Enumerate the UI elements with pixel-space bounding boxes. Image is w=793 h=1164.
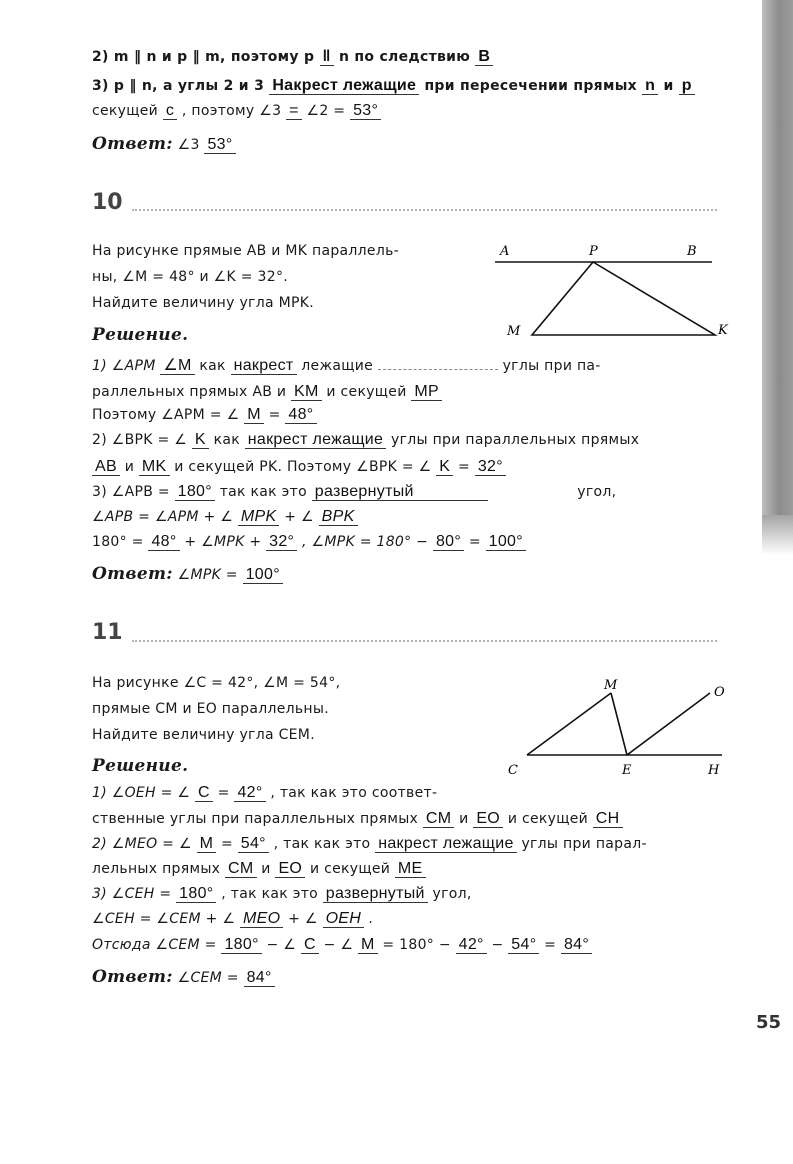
answer-field[interactable]: развернутый (312, 483, 488, 501)
answer-field[interactable]: развернутый (323, 885, 428, 903)
task10-line-5: AB и MK и секущей PK. Поэтому ∠BPK = ∠ K = 32° (92, 458, 506, 476)
answer-field[interactable]: ‖ (320, 48, 334, 66)
answer-field[interactable]: M (197, 835, 217, 853)
task10-statement-1: На рисунке прямые AB и MK параллель- (92, 243, 399, 259)
task11-line-6: ∠CEH = ∠CEM + ∠ MEO + ∠ OEH . (92, 910, 374, 927)
answer-field[interactable]: 54° (508, 936, 539, 954)
answer-field[interactable]: 180° (176, 885, 216, 903)
answer-field[interactable]: EO (473, 810, 503, 828)
answer-field[interactable]: 42° (456, 936, 487, 954)
task11-line-3: 2) ∠MEO = ∠ M = 54° , так как это накрест лежащие углы при парал- (92, 835, 647, 852)
task10-line-1: 1) ∠APM ∠M как накрест лежащие углы при па- (92, 357, 601, 374)
task10-line-2: раллельных прямых AB и KM и секущей MP (92, 383, 442, 401)
line-me (611, 693, 627, 755)
label-o: O (714, 685, 725, 700)
task10-line-7: ∠APB = ∠APM + ∠ MPK + ∠ BPK (92, 508, 358, 526)
answer-field[interactable]: OEH (323, 910, 365, 928)
task10-line-3: Поэтому ∠APM = ∠ M = 48° (92, 406, 317, 424)
answer-field[interactable]: накрест лежащие (375, 835, 516, 853)
answer-field[interactable]: n (642, 77, 658, 95)
answer-field[interactable]: B (475, 48, 493, 66)
task-divider (132, 640, 717, 642)
task10-line-4: 2) ∠BPK = ∠ K как накрест лежащие углы при параллельных прямых (92, 431, 640, 448)
answer-field[interactable]: 84° (244, 969, 275, 987)
line-eo (627, 693, 710, 755)
task11-solution-label: Решение. (92, 756, 189, 776)
label-p: P (589, 244, 598, 259)
answer-field[interactable]: Накрест лежащие (269, 77, 419, 95)
task-divider (132, 209, 717, 211)
task11-line-1: 1) ∠OEH = ∠ C = 42° , так как это соответ- (92, 784, 438, 801)
answer-field[interactable]: ∠M (160, 357, 194, 375)
top-line-3: секущей c , поэтому ∠3 = ∠2 = 53° (92, 102, 381, 120)
answer-field[interactable]: MP (411, 383, 442, 401)
answer-field[interactable]: 180° (175, 483, 215, 501)
label-m: M (604, 678, 618, 693)
task11-figure (500, 672, 740, 782)
answer-field[interactable]: K (436, 458, 453, 476)
task11-line-5: 3) ∠CEH = 180° , так как это развернутый угол, (92, 885, 472, 902)
answer-field[interactable]: 48° (148, 533, 179, 551)
answer-field[interactable]: BPK (319, 508, 358, 526)
task-number: 11 (92, 620, 123, 645)
answer-field[interactable]: 48° (285, 406, 316, 424)
answer-field[interactable]: 42° (234, 784, 265, 802)
page-edge-shadow (762, 0, 793, 515)
answer-field[interactable]: MK (139, 458, 170, 476)
label-k: K (718, 323, 728, 338)
answer-field[interactable]: 100° (243, 566, 283, 584)
label-m: M (507, 324, 521, 339)
task10-answer: Ответ: ∠MPK = 100° (92, 565, 283, 584)
label-c: C (508, 763, 518, 778)
answer-field[interactable]: CM (225, 860, 256, 878)
answer-field[interactable]: MEO (240, 910, 283, 928)
answer-field[interactable]: 32° (475, 458, 506, 476)
answer-field[interactable]: накрест (231, 357, 297, 375)
label-e: E (622, 763, 632, 778)
page-edge-shadow-fade (762, 515, 793, 555)
answer-label: Ответ: (92, 564, 173, 584)
answer-label: Ответ: (92, 967, 173, 987)
answer-field[interactable]: 180° (221, 936, 261, 954)
top-line-1: 2) m ‖ n и p ‖ m, поэтому p ‖ n по следствию B (92, 48, 493, 66)
page-number: 55 (756, 1012, 782, 1033)
label-a: A (500, 244, 510, 259)
top-answer: Ответ: ∠3 53° (92, 135, 236, 154)
task11-line-7: Отсюда ∠CEM = 180° − ∠ C − ∠ M = 180° − 42° − 54° = 84° (92, 936, 592, 954)
label-h: H (708, 763, 720, 778)
answer-field[interactable]: MPK (238, 508, 280, 526)
answer-field[interactable]: EO (275, 860, 305, 878)
answer-field[interactable]: = (286, 102, 302, 120)
task11-answer: Ответ: ∠CEM = 84° (92, 968, 275, 987)
answer-field[interactable]: ME (395, 860, 426, 878)
task-number: 10 (92, 190, 123, 215)
task10-statement-2: ны, ∠M = 48° и ∠K = 32°. (92, 269, 289, 285)
answer-field[interactable]: 80° (433, 533, 464, 551)
answer-field[interactable]: 53° (350, 102, 381, 120)
answer-field[interactable]: KM (291, 383, 322, 401)
answer-field[interactable]: AB (92, 458, 120, 476)
answer-field[interactable]: 53° (204, 136, 235, 154)
answer-field[interactable]: K (192, 431, 209, 449)
answer-field[interactable]: 32° (266, 533, 297, 551)
task11-statement-1: На рисунке ∠C = 42°, ∠M = 54°, (92, 675, 341, 691)
triangle-mpk (532, 262, 715, 335)
answer-field[interactable]: p (679, 77, 695, 95)
task11-line-4: лельных прямых CM и EO и секущей ME (92, 860, 426, 878)
top-line-2: 3) p ‖ n, а углы 2 и 3 Накрест лежащие при пересечении прямых n и p (92, 77, 695, 95)
answer-field[interactable]: C (195, 784, 213, 802)
answer-field[interactable]: C (301, 936, 319, 954)
task11-statement-2: прямые CM и EO параллельны. (92, 701, 329, 717)
task10-figure (490, 238, 740, 348)
task10-statement-3: Найдите величину угла MPK. (92, 295, 314, 311)
answer-field[interactable]: CM (423, 810, 454, 828)
task10-line-8: 180° = 48° + ∠MPK + 32° , ∠MPK = 180° − 80° = 100° (92, 533, 526, 551)
answer-field[interactable]: 84° (561, 936, 592, 954)
answer-label: Ответ: (92, 134, 173, 154)
answer-field[interactable]: 54° (238, 835, 269, 853)
task10-line-6: 3) ∠APB = 180° так как это развернутый угол, (92, 483, 617, 500)
task11-statement-3: Найдите величину угла CEM. (92, 727, 315, 743)
label-b: B (687, 244, 697, 259)
line-cm (527, 693, 611, 755)
answer-field[interactable]: 100° (486, 533, 526, 551)
answer-field[interactable]: M (244, 406, 264, 424)
answer-field[interactable]: M (358, 936, 378, 954)
answer-field[interactable]: c (163, 102, 177, 120)
task11-line-2: ственные углы при параллельных прямых CM и EO и секущей CH (92, 810, 623, 828)
task10-solution-label: Решение. (92, 325, 189, 345)
answer-field[interactable]: CH (593, 810, 623, 828)
answer-field[interactable]: накрест лежащие (245, 431, 386, 449)
